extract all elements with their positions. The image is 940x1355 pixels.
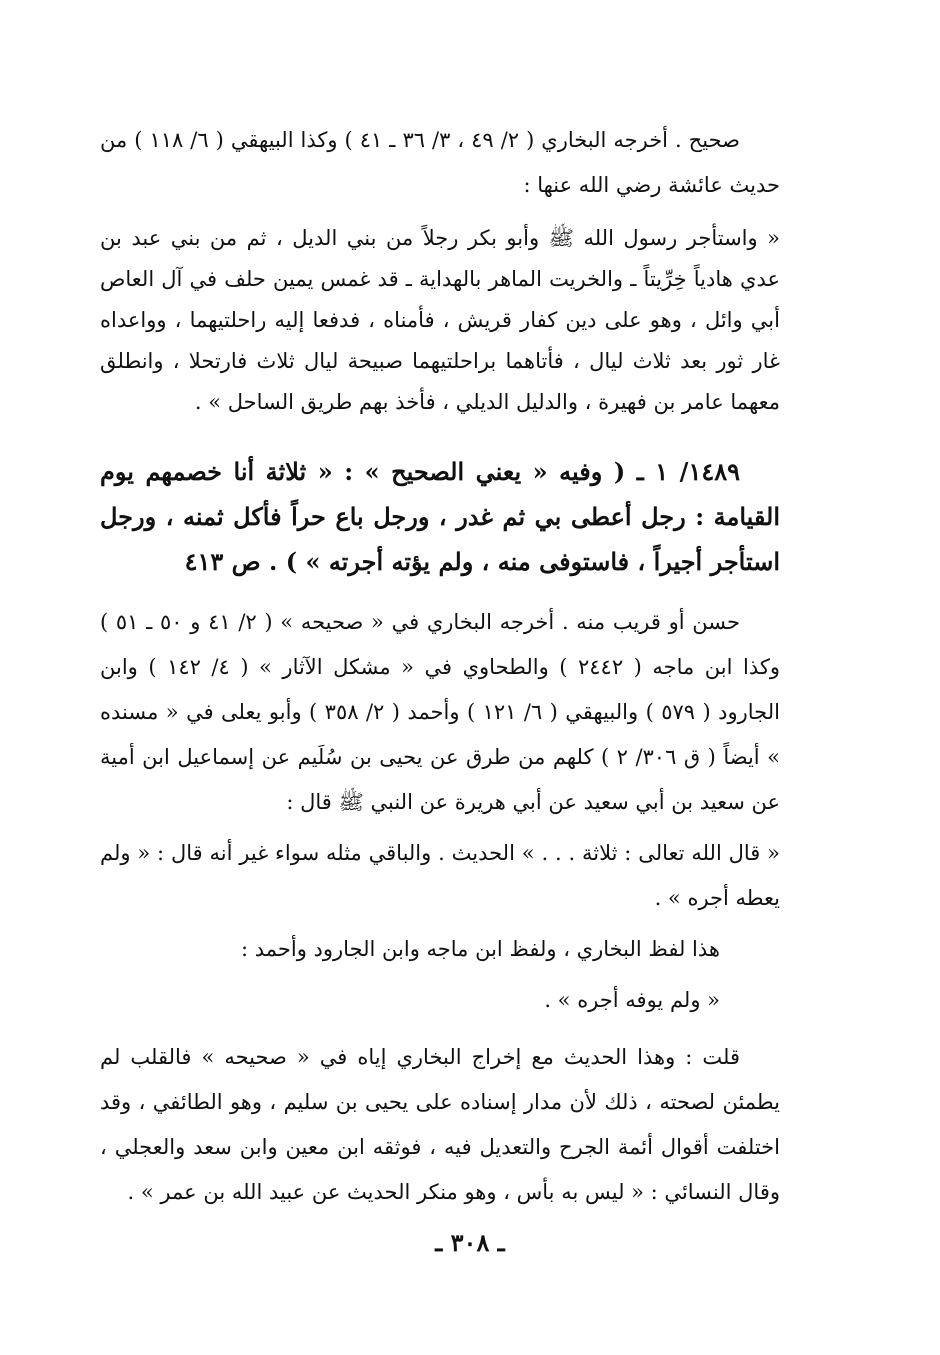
takhrij-paragraph: صحيح . أخرجه البخاري ( ٢/ ٤٩ ، ٣/ ٣٦ ـ ٤١ ) وكذا البيهقي ( ٦/ ١١٨ ) من حديث عائشة رضي الله عنها : — [100, 128, 780, 197]
page-number: ـ ٣٠٨ ـ — [435, 1228, 505, 1257]
hadith-variant-paragraph: « قال الله تعالى : ثلاثة . . . » الحديث . والباقي مثله سواء غير أنه قال : « ولم يعطه أجره » . — [100, 841, 780, 910]
hadith-entry-1489: ١٤٨٩/ ١ ـ ( وفيه « يعني الصحيح » : « ثلاثة أنا خصمهم يوم القيامة : رجل أعطى بي ثم غدر ، ورجل باع حراً فأكل ثمنه ، ورجل استأجر أجيراً ، فاستوفى منه ، ولم يؤته أجرته » ) . ص ٤١٣ — [100, 457, 780, 576]
wording-quote: « ولم يوفه أجره » . — [544, 988, 720, 1012]
page-text-column — [100, 118, 780, 1215]
hadith-quote-paragraph: « واستأجر رسول الله ﷺ وأبو بكر رجلاً من بني الديل ، ثم من بني عبد بن عدي هادياً خِرِّيتاً ـ والخريت الماهر بالهداية ـ قد غمس يمين حلف في آل العاص أبي وائل ، وهو على دين كفار قريش ، فأمناه ، فدفعا إليه راحلتيهما ، وواعداه غار ثور بعد ثلاث ليال ، فأتاهما براحلتيهما صبيحة ليال ثلاث فارتحلا ، وانطلق معهما عامر بن فهيرة ، والدليل الديلي ، فأخذ بهم طريق الساحل » . — [100, 226, 780, 414]
author-comment-paragraph: قلت : وهذا الحديث مع إخراج البخاري إياه في « صحيحه » فالقلب لم يطمئن لصحته ، ذلك لأن مدار إسناده على يحيى بن سليم ، وهو الطائفي ، وقد اختلفت أقوال أئمة الجرح والتعديل فيه ، فوثقه ابن معين وابن سعد والعجلي ، وقال النسائي : « ليس به بأس ، وهو منكر الحديث عن عبيد الله بن عمر » . — [100, 1045, 780, 1204]
wording-note: هذا لفظ البخاري ، ولفظ ابن ماجه وابن الجارود وأحمد : — [241, 937, 720, 961]
takhrij-paragraph-2: حسن أو قريب منه . أخرجه البخاري في « صحيحه » ( ٢/ ٤١ و ٥٠ ـ ٥١ ) وكذا ابن ماجه ( ٢٤٤٢ ) والطحاوي في « مشكل الآثار » ( ٤/ ١٤٢ ) وابن الجارود ( ٥٧٩ ) والبيهقي ( ٦/ ١٢١ ) وأحمد ( ٢/ ٣٥٨ ) وأبو يعلى في « مسنده » أيضاً ( ق ٣٠٦/ ٢ ) كلهم من طرق عن يحيى بن سُلَيم عن إسماعيل ابن أمية عن سعيد بن أبي سعيد عن أبي هريرة عن النبي ﷺ قال : — [100, 610, 780, 814]
